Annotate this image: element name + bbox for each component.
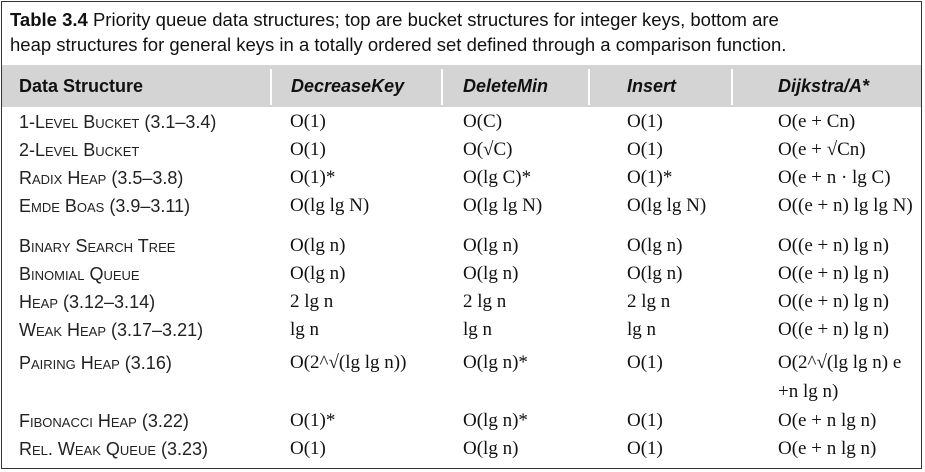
cell-dijkstra: O(e + n · lg C): [778, 167, 891, 188]
header-decrease-key: DecreaseKey: [291, 75, 405, 96]
header-separator: [731, 69, 733, 105]
cell-structure: Binomial Queue: [19, 264, 140, 284]
cell-decrease-key: O(lg n): [290, 263, 346, 284]
table-frame: [1, 1, 922, 469]
cell-dijkstra: +n lg n): [778, 381, 839, 402]
table-row: [2, 349, 922, 377]
cell-delete-min: lg n: [463, 319, 493, 340]
cell-delete-min: O(lg n): [463, 263, 519, 284]
cell-dijkstra: O((e + n) lg n): [778, 235, 889, 256]
cell-insert: O(1): [627, 410, 663, 431]
table-row: [2, 407, 922, 435]
cell-dijkstra: O(e + n lg n): [778, 438, 877, 459]
cell-insert: lg n: [627, 319, 657, 340]
cell-delete-min: O(√C): [463, 139, 513, 160]
cell-insert: O(1): [627, 352, 663, 373]
table-row: [2, 316, 922, 344]
cell-decrease-key: 2 lg n: [290, 291, 334, 312]
cell-insert: O(1)*: [627, 167, 673, 188]
cell-dijkstra: O((e + n) lg n): [778, 291, 889, 312]
cell-insert: 2 lg n: [627, 291, 671, 312]
header-dijkstra: Dijkstra/A*: [778, 75, 870, 96]
table-row: [2, 288, 922, 316]
cell-decrease-key: lg n: [290, 319, 320, 340]
cell-decrease-key: O(1): [290, 111, 326, 132]
cell-insert: O(lg lg N): [627, 195, 707, 216]
cell-delete-min: O(lg C)*: [463, 167, 532, 188]
cell-decrease-key: O(1): [290, 139, 326, 160]
cell-delete-min: O(lg lg N): [463, 195, 543, 216]
cell-decrease-key: O(1)*: [290, 410, 336, 431]
table-row: [2, 232, 922, 260]
cell-insert: O(1): [627, 438, 663, 459]
cell-dijkstra: O((e + n) lg n): [778, 263, 889, 284]
cell-insert: O(1): [627, 111, 663, 132]
cell-structure: Weak Heap (3.17–3.21): [19, 320, 204, 340]
cell-decrease-key: O(lg n): [290, 235, 346, 256]
cell-delete-min: 2 lg n: [463, 291, 507, 312]
cell-dijkstra: O(e + n lg n): [778, 410, 877, 431]
table-row: [2, 136, 922, 164]
caption-label: Table 3.4: [10, 9, 88, 30]
cell-decrease-key: O(lg lg N): [290, 195, 370, 216]
cell-structure: Heap (3.12–3.14): [19, 292, 156, 312]
header-separator: [270, 69, 272, 105]
table-caption: [10, 7, 910, 57]
cell-dijkstra: O(e + √Cn): [778, 139, 866, 160]
cell-structure: 2-Level Bucket: [19, 140, 140, 160]
table-row: [2, 108, 922, 136]
table-row: [2, 192, 922, 220]
cell-delete-min: O(C): [463, 111, 503, 132]
cell-structure: Binary Search Tree: [19, 236, 176, 256]
cell-dijkstra: O((e + n) lg lg N): [778, 195, 913, 216]
cell-dijkstra: O((e + n) lg n): [778, 319, 889, 340]
cell-dijkstra: O(2^√(lg lg n) e: [778, 352, 902, 373]
cell-delete-min: O(lg n)*: [463, 410, 528, 431]
header-insert: Insert: [627, 75, 677, 96]
cell-delete-min: O(lg n)*: [463, 352, 528, 373]
cell-insert: O(lg n): [627, 235, 683, 256]
cell-decrease-key: O(2^√(lg lg n)): [290, 352, 407, 373]
cell-decrease-key: O(1): [290, 438, 326, 459]
header-delete-min: DeleteMin: [463, 75, 549, 96]
caption-text-line-2: heap structures for general keys in a totally ordered set defined through a comparison function.: [10, 34, 787, 55]
cell-decrease-key: O(1)*: [290, 167, 336, 188]
cell-structure: Rel. Weak Queue (3.23): [19, 439, 209, 459]
cell-structure: Pairing Heap (3.16): [19, 353, 172, 373]
table-row: [2, 435, 922, 463]
cell-structure: Fibonacci Heap (3.22): [19, 411, 189, 431]
cell-insert: O(1): [627, 139, 663, 160]
table-row: [2, 378, 922, 406]
cell-insert: O(lg n): [627, 263, 683, 284]
cell-structure: Emde Boas (3.9–3.11): [19, 196, 191, 216]
cell-structure: Radix Heap (3.5–3.8): [19, 168, 184, 188]
cell-delete-min: O(lg n): [463, 438, 519, 459]
cell-structure: 1-Level Bucket (3.1–3.4): [19, 112, 217, 132]
caption-text-line-1: Priority queue data structures; top are bucket structures for integer keys, bottom are: [92, 9, 779, 30]
header-separator: [588, 69, 590, 105]
cell-delete-min: O(lg n): [463, 235, 519, 256]
cell-dijkstra: O(e + Cn): [778, 111, 856, 132]
header-data-structure: Data Structure: [19, 75, 144, 96]
table-row: [2, 164, 922, 192]
table-row: [2, 260, 922, 288]
header-separator: [441, 69, 443, 105]
